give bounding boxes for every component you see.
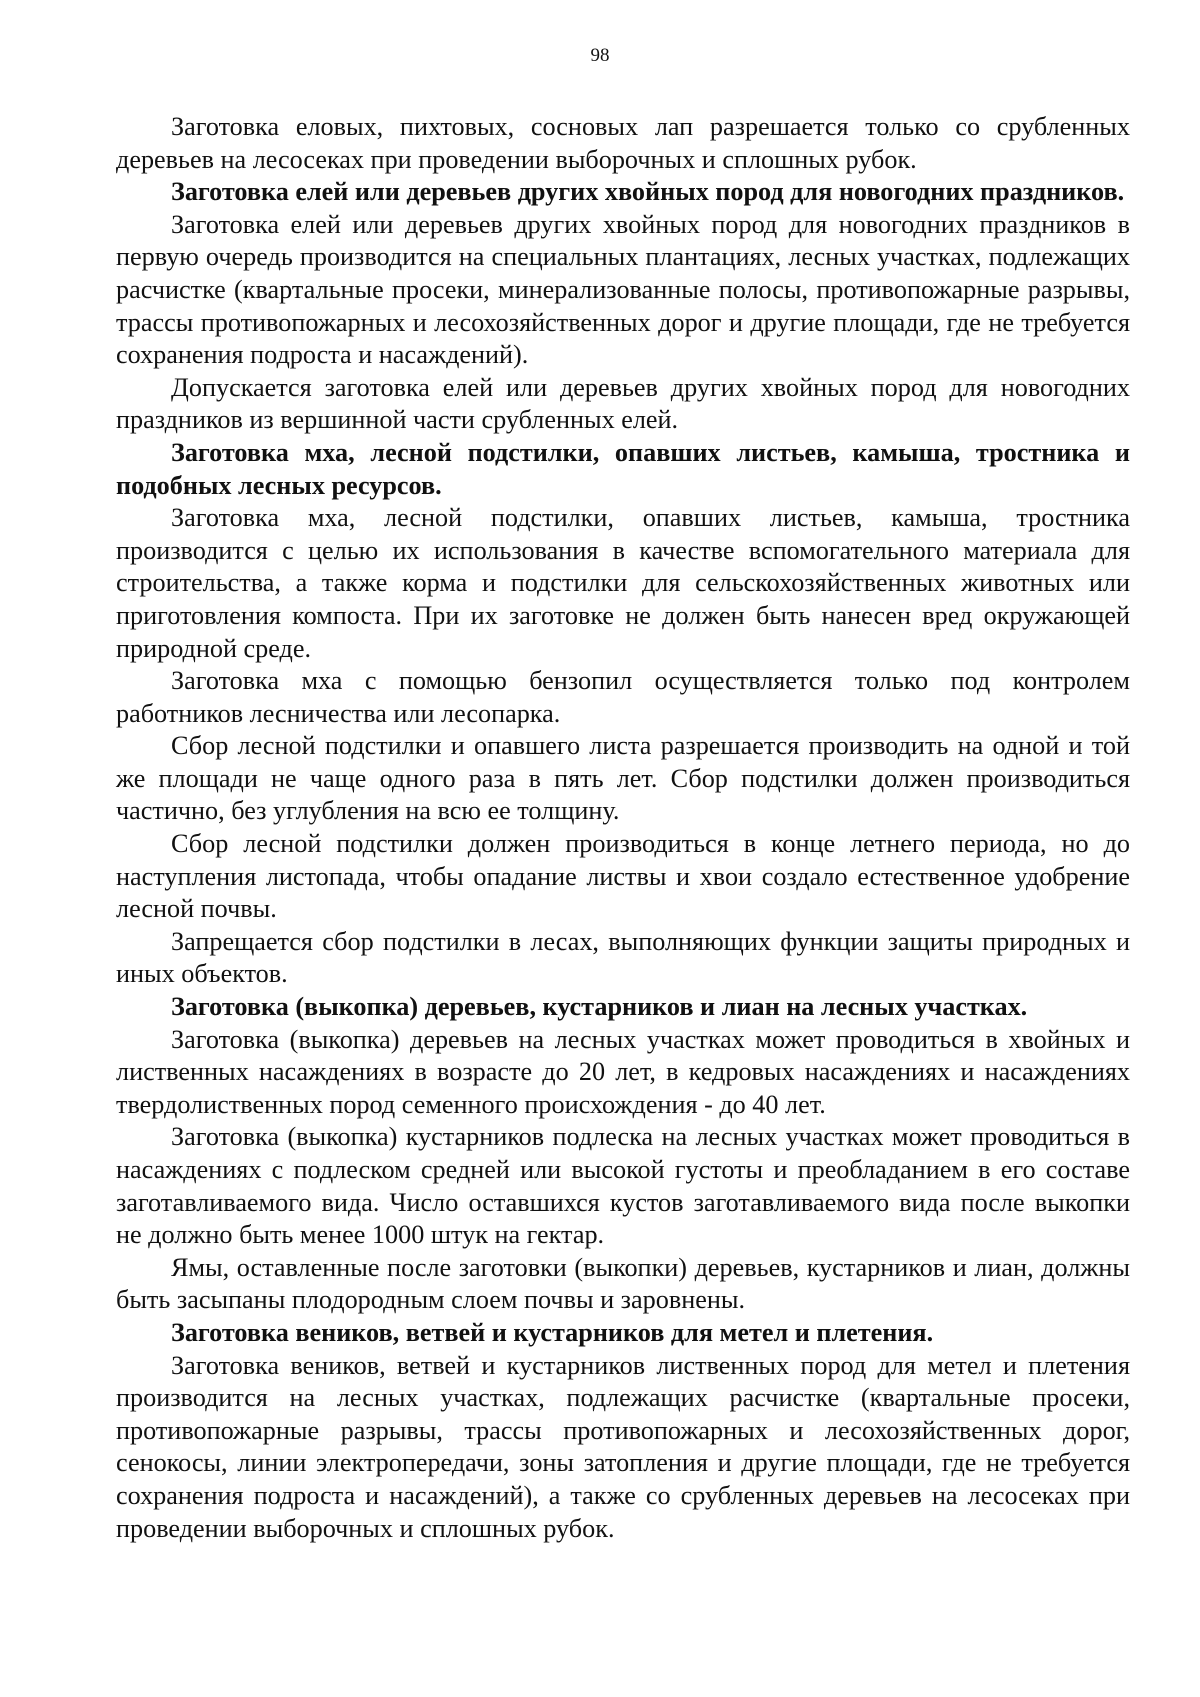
paragraph: Допускается заготовка елей или деревьев других хвойных пород для новогодних праздников из вершинной части срубленных елей. xyxy=(116,372,1130,435)
paragraph: Заготовка мха, лесной подстилки, опавших листьев, камыша, тростника производится с целью их использования в качестве вспомогательного материала для строительства, а также корма и подстилки для сельскохозяйственных животных или приготовления компоста. При их заготовке не должен быть нанесен вред окружающей природной среде. xyxy=(116,503,1130,663)
paragraph: Сбор лесной подстилки и опавшего листа разрешается производить на одной и той же площади не чаще одного раза в пять лет. Сбор подстилки должен производиться частично, без углубления на всю ее толщину. xyxy=(116,731,1130,826)
page-number: 98 xyxy=(590,45,610,66)
paragraph: Заготовка елей или деревьев других хвойных пород для новогодних праздников в первую очередь производится на специальных плантациях, лесных участках, подлежащих расчистке (квартальные просеки, минерализованные полосы, противопожарные разрывы, трассы противопожарных и лесохозяйственных дорог и другие площади, где не требуется сохранения подроста и насаждений). xyxy=(116,209,1130,370)
paragraph: Заготовка еловых, пихтовых, сосновых лап разрешается только со срубленных деревьев на лесосеках при проведении выборочных и сплошных рубок. xyxy=(116,112,1130,174)
section-heading: Заготовка веников, ветвей и кустарников для метел и плетения. xyxy=(171,1317,934,1347)
section-heading: Заготовка мха, лесной подстилки, опавших листьев, камыша, тростника и подобных лесных ресурсов. xyxy=(116,437,1130,500)
section-heading: Заготовка елей или деревьев других хвойных пород для новогодних праздников. xyxy=(171,177,1125,207)
document-body xyxy=(116,111,1130,1545)
paragraph: Ямы, оставленные после заготовки (выкопки) деревьев, кустарников и лиан, должны быть засыпаны плодородным слоем почвы и заровнены. xyxy=(116,1252,1130,1315)
paragraph: Заготовка веников, ветвей и кустарников лиственных пород для метел и плетения производится на лесных участках, подлежащих расчистке (квартальные просеки, противопожарные разрывы, трассы противопожарных и лесохозяйственных дорог, сенокосы, линии электропередачи, зоны затопления и другие площади, где не требуется сохранения подроста и насаждений), а также со срубленных деревьев на лесосеках при проведении выборочных и сплошных рубок. xyxy=(116,1350,1130,1543)
section-heading: Заготовка (выкопка) деревьев, кустарников и лиан на лесных участках. xyxy=(171,992,1028,1022)
paragraph: Заготовка (выкопка) деревьев на лесных участках может проводиться в хвойных и лиственных насаждениях в возрасте до 20 лет, в кедровых насаждениях и насаждениях твердолиственных пород семенного происхождения - до 40 лет. xyxy=(116,1024,1130,1119)
paragraph: Сбор лесной подстилки должен производиться в конце летнего периода, но до наступления листопада, чтобы опадание листвы и хвои создало естественное удобрение лесной почвы. xyxy=(116,829,1130,924)
paragraph: Заготовка (выкопка) кустарников подлеска на лесных участках может проводиться в насаждениях с подлеском средней или высокой густоты и преобладанием в его составе заготавливаемого вида. Число оставшихся кустов заготавливаемого вида после выкопки не должно быть менее 1000 штук на гектар. xyxy=(116,1122,1130,1250)
paragraph: Заготовка мха с помощью бензопил осуществляется только под контролем работников лесничества или лесопарка. xyxy=(116,666,1130,728)
paragraph: Запрещается сбор подстилки в лесах, выполняющих функции защиты природных и иных объектов. xyxy=(116,926,1130,989)
